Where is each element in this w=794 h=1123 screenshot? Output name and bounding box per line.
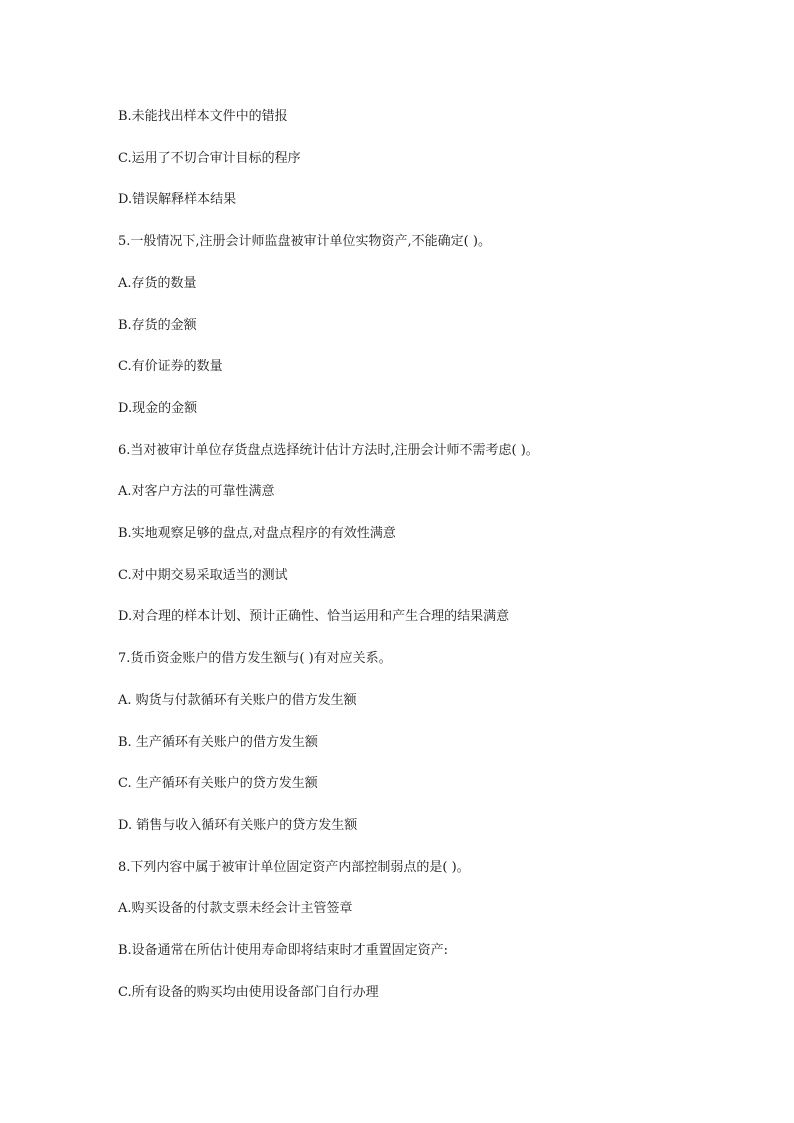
text-line: B.设备通常在所估计使用寿命即将结束时才重置固定资产: (118, 943, 449, 958)
text-line: C.所有设备的购买均由使用设备部门自行办理 (118, 985, 379, 1000)
text-line: B.实地观察足够的盘点,对盘点程序的有效性满意 (118, 526, 396, 541)
text-line: D.错误解释样本结果 (118, 192, 237, 207)
text-line: B.未能找出样本文件中的错报 (118, 109, 288, 124)
text-line: D. 销售与收入循环有关账户的贷方发生额 (118, 818, 358, 833)
question-8: 8.下列内容中属于被审计单位固定资产内部控制弱点的是( )。 (118, 860, 470, 875)
text-line: D.现金的金额 (118, 401, 198, 416)
text-line: C. 生产循环有关账户的贷方发生额 (118, 776, 318, 791)
text-line: A.存货的数量 (118, 276, 197, 291)
text-line: C.运用了不切合审计目标的程序 (118, 151, 301, 166)
text-line: A. 购货与付款循环有关账户的借方发生额 (118, 693, 357, 708)
question-5: 5.一般情况下,注册会计师监盘被审计单位实物资产,不能确定( )。 (118, 234, 491, 249)
text-line: B.存货的金额 (118, 318, 197, 333)
text-line: D.对合理的样本计划、预计正确性、恰当运用和产生合理的结果满意 (118, 609, 510, 624)
text-line: C.有价证券的数量 (118, 359, 223, 374)
question-7: 7.货币资金账户的借方发生额与( )有对应关系。 (118, 651, 392, 666)
question-6: 6.当对被审计单位存货盘点选择统计估计方法时,注册会计师不需考虑( )。 (118, 443, 539, 458)
text-line: A.对客户方法的可靠性满意 (118, 484, 275, 499)
text-line: C.对中期交易采取适当的测试 (118, 568, 288, 583)
text-line: A.购买设备的付款支票未经会计主管签章 (118, 901, 353, 916)
text-line: B. 生产循环有关账户的借方发生额 (118, 735, 318, 750)
